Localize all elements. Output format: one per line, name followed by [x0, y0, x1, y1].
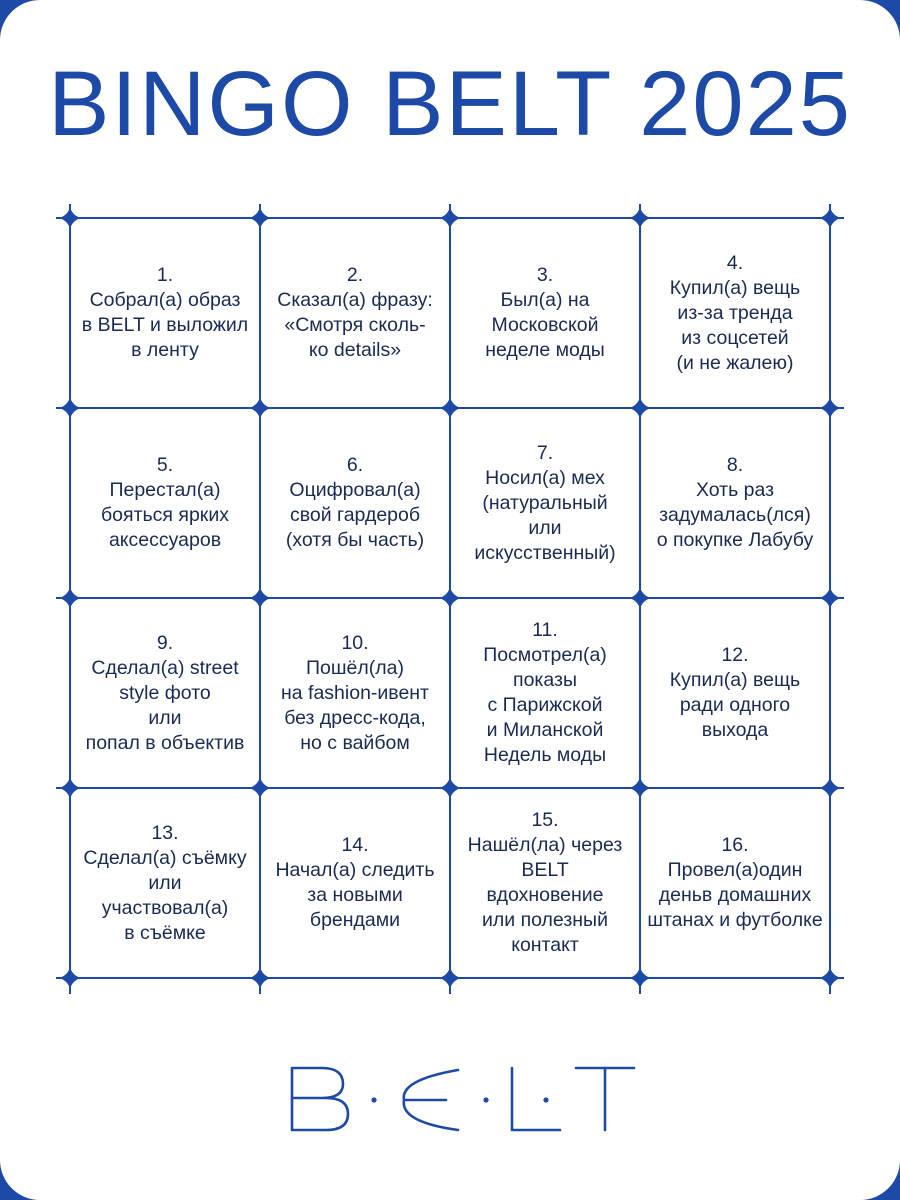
- cell-text: в BELT и выложил: [81, 314, 249, 336]
- cell-text: аксессуаров: [108, 529, 222, 551]
- bingo-cell[interactable]: [70, 598, 260, 788]
- cell-number: 3.: [536, 264, 554, 286]
- bingo-cell[interactable]: [640, 408, 830, 598]
- cell-text: из соцсетей: [681, 326, 789, 349]
- cell-text: Хоть раз: [695, 479, 775, 501]
- cell-text: Купил(а) вещь: [669, 276, 801, 299]
- cell-number: 14.: [341, 834, 369, 856]
- cell-text: Оцифровал(а): [289, 479, 421, 501]
- cell-text: деньв домашних: [658, 884, 812, 906]
- cell-text: Начал(а) следить: [275, 859, 435, 881]
- cell-text: Был(а) на: [500, 289, 590, 311]
- cell-text: Провел(а)один: [667, 859, 803, 881]
- bingo-cell[interactable]: [70, 408, 260, 598]
- cell-text: но с вайбом: [300, 731, 410, 754]
- bingo-cell[interactable]: [640, 598, 830, 788]
- cell-text: Сделал(а) съёмку: [83, 846, 247, 869]
- cell-text: показы: [513, 669, 577, 691]
- cell-number: 1.: [156, 264, 174, 286]
- cell-text: Купил(а) вещь: [669, 669, 801, 691]
- cell-number: 7.: [536, 441, 554, 464]
- cell-number: 11.: [532, 619, 558, 641]
- cell-text: контакт: [511, 934, 579, 956]
- bingo-cell[interactable]: [450, 598, 640, 788]
- cell-text: участвовал(а): [101, 896, 229, 919]
- cell-text: ко details»: [308, 339, 402, 361]
- cell-text: Пошёл(ла): [306, 656, 404, 679]
- bingo-cell[interactable]: [260, 218, 450, 408]
- cell-text: или: [528, 516, 562, 539]
- cell-text: (хотя бы часть): [285, 529, 425, 551]
- bingo-grid: [70, 218, 830, 980]
- cell-text: неделе моды: [485, 339, 605, 361]
- bingo-cell[interactable]: [640, 788, 830, 978]
- bingo-cell[interactable]: [260, 788, 450, 978]
- cell-number: 9.: [156, 631, 174, 654]
- cell-text: «Смотря сколь-: [284, 314, 426, 336]
- cell-number: 4.: [726, 251, 744, 274]
- cell-text: за новыми: [307, 884, 403, 906]
- cell-text: попал в объектив: [85, 731, 245, 754]
- cell-text: Нашёл(ла) через: [467, 834, 623, 856]
- cell-text: Собрал(а) образ: [89, 289, 241, 311]
- cell-number: 8.: [726, 454, 744, 476]
- cell-text: или: [148, 706, 182, 729]
- cell-text: бояться ярких: [101, 504, 229, 526]
- bingo-cell[interactable]: [450, 408, 640, 598]
- cell-text: из-за тренда: [677, 301, 793, 324]
- cell-number: 5.: [156, 454, 174, 476]
- cell-text: или полезный: [482, 909, 608, 931]
- cell-text: выхода: [701, 719, 769, 741]
- cell-number: 2.: [346, 264, 364, 286]
- cell-text: вдохновение: [486, 884, 604, 906]
- cell-text: искусственный): [474, 541, 616, 564]
- bingo-cell[interactable]: [260, 408, 450, 598]
- bingo-cell[interactable]: [70, 218, 260, 408]
- page-title: BINGO BELT 2025: [48, 53, 852, 155]
- cell-text: Посмотрел(а): [483, 644, 607, 666]
- cell-text: без дресс-кода,: [284, 706, 426, 729]
- cell-text: ради одного: [679, 694, 791, 716]
- cell-text: Перестал(а): [109, 479, 221, 501]
- cell-text: брендами: [309, 909, 401, 931]
- cell-text: BELT: [521, 859, 569, 881]
- cell-text: Носил(а) мех: [485, 466, 605, 489]
- cell-text: штанах и футболке: [647, 909, 823, 931]
- cell-text: Недель моды: [483, 744, 607, 766]
- cell-number: 13.: [151, 821, 179, 844]
- cell-text: Сказал(а) фразу:: [277, 289, 433, 311]
- cell-text: Московской: [491, 314, 599, 336]
- cell-text: Сделал(а) street: [91, 656, 239, 679]
- cell-text: в ленту: [131, 339, 199, 361]
- bingo-cell[interactable]: [640, 218, 830, 408]
- cell-number: 16.: [721, 834, 749, 856]
- cell-number: 10.: [341, 631, 369, 654]
- bingo-cell[interactable]: [260, 598, 450, 788]
- cell-text: и Миланской: [486, 719, 604, 741]
- cell-text: (и не жалею): [676, 351, 794, 374]
- cell-text: задумалась(лся): [659, 504, 811, 526]
- cell-text: или: [148, 871, 182, 894]
- bingo-cell[interactable]: [450, 788, 640, 978]
- cell-text: свой гардероб: [289, 504, 421, 526]
- cell-text: с Парижской: [487, 694, 603, 716]
- cell-number: 6.: [346, 454, 364, 476]
- cell-text: (натуральный: [482, 491, 608, 514]
- cell-text: на fashion-ивент: [281, 681, 429, 704]
- belt-logo: [0, 1060, 900, 1140]
- cell-text: о покупке Лабубу: [656, 529, 814, 551]
- bingo-cell[interactable]: [70, 788, 260, 978]
- cell-number: 15.: [531, 809, 559, 831]
- cell-text: в съёмке: [124, 921, 206, 944]
- cell-number: 12.: [721, 644, 749, 666]
- cell-text: style фото: [119, 681, 211, 704]
- bingo-cell[interactable]: [450, 218, 640, 408]
